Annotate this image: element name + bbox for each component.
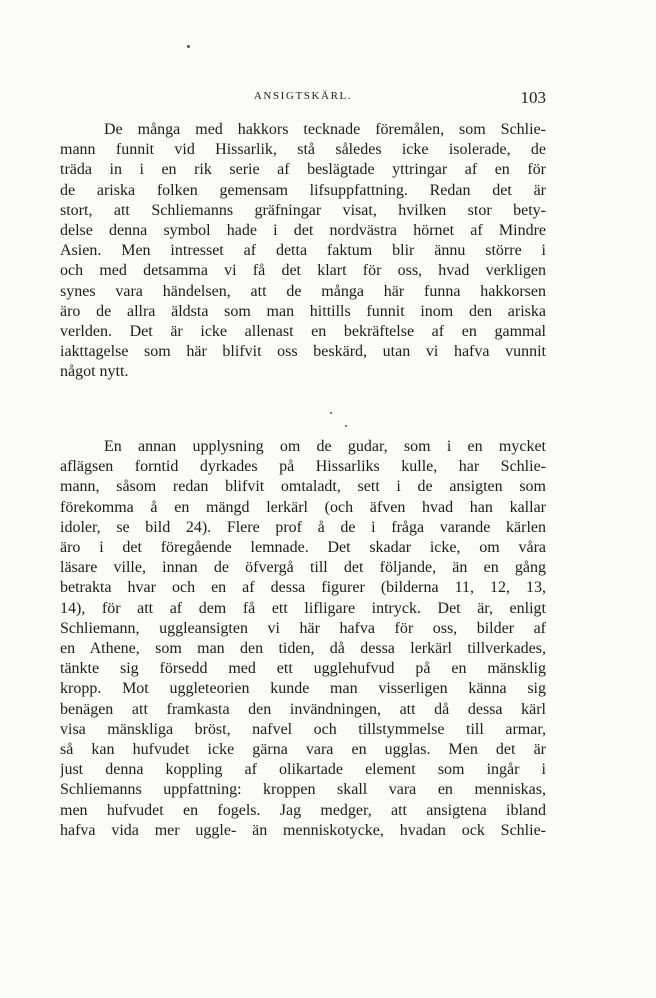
text-line: mann, såsom redan blifvit omtaladt, sett i de ansigten som <box>60 478 546 496</box>
text-line: så kan hufvudet icke gärna vara en ugglas. Men det är <box>60 741 546 759</box>
page-number: 103 <box>520 88 546 107</box>
text-line: betrakta hvar och en af dessa figurer (bilderna 11, 12, 13, <box>60 579 546 597</box>
page-header <box>60 88 546 112</box>
print-speck <box>187 45 190 48</box>
text-line: kropp. Mot uggleteorien kunde man visserligen känna sig <box>60 680 546 698</box>
text-line: de ariska folken gemensam lifsuppfattning. Redan det är <box>60 181 546 199</box>
text-line: synes vara händelsen, att de många här funna hakkorsen <box>60 282 546 300</box>
text-line: 14), för att af dem få ett lifligare intryck. Det är, enligt <box>60 599 546 617</box>
text-line: och med detsamma vi få det klart för oss, hvad verkligen <box>60 262 546 280</box>
text-line: förekomma å en mängd lerkärl (och äfven hvad han kallar <box>60 498 546 516</box>
text-line: mann funnit vid Hissarlik, stå således icke isolerade, de <box>60 141 546 159</box>
text-line: verlden. Det är icke allenast en bekräftelse af en gammal <box>60 323 546 341</box>
text-line: hafva vida mer uggle- än menniskotycke, hvadan ock Schlie- <box>60 821 546 839</box>
running-head: ANSIGTSKÄRL. <box>253 90 353 102</box>
text-line: De många med hakkors tecknade föremålen, som Schlie- <box>104 121 546 138</box>
text-line: äro de allra äldsta som man hittills funnit inom den ariska <box>60 302 546 320</box>
text-line: visa mänskliga bröst, nafvel och tillstymmelse till armar, <box>60 720 546 738</box>
text-line: men hufvudet en fogels. Jag medger, att ansigtena ibland <box>60 801 546 819</box>
text-line: Asien. Men intresset af detta faktum blir ännu större i <box>60 242 546 260</box>
text-line: äro i det föregående lemnade. Det skadar icke, om våra <box>60 539 546 557</box>
text-line: Schliemann, uggleansigten vi här hafva för oss, bilder af <box>60 619 546 637</box>
text-line: tänkte sig försedd med ett ugglehufvud på en mänsklig <box>60 660 546 678</box>
text-line: iakttagelse som här blifvit oss beskärd, utan vi hafva vunnit <box>60 343 546 361</box>
text-line: Schliemanns uppfattning: kroppen skall vara en menniskas, <box>60 781 546 799</box>
text-line: en Athene, som man den tiden, då dessa lerkärl tillverkades, <box>60 640 546 658</box>
text-line: något nytt. <box>60 363 129 381</box>
text-line: idoler, se bild 24). Flere prof å de i fråga varande kärlen <box>60 518 546 536</box>
text-line: just denna koppling af olikartade element som ingår i <box>60 761 546 779</box>
text-line: delse denna symbol hade i det nordvästra hörnet af Mindre <box>60 222 546 240</box>
text-line: benägen att framkasta den invändningen, att då dessa kärl <box>60 700 546 718</box>
text-line: träda in i en rik serie af beslägtade yttringar af en för <box>60 161 546 179</box>
print-speck <box>345 425 347 427</box>
text-line: stort, att Schliemanns gräfningar visat, hvilken stor bety- <box>60 201 546 219</box>
paragraph-2 <box>60 437 546 841</box>
print-speck <box>330 412 332 414</box>
paragraph-1 <box>60 120 546 383</box>
text-line: En annan upplysning om de gudar, som i en mycket <box>104 438 546 455</box>
text-line: läsare ville, innan de öfvergå till det följande, än en gång <box>60 559 546 577</box>
text-line: aflägsen forntid dyrkades på Hissarliks kulle, har Schlie- <box>60 458 546 476</box>
